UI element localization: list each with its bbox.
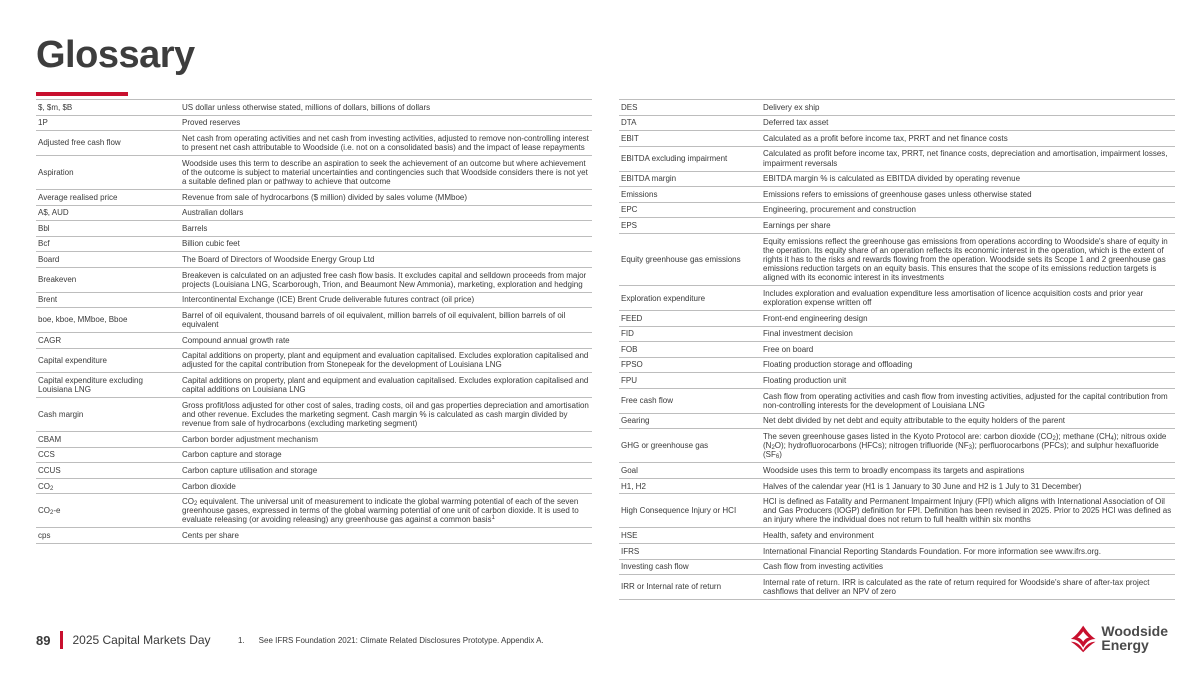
glossary-definition: Free on board bbox=[761, 342, 1175, 358]
glossary-definition: Calculated as profit before income tax, PRRT, net finance costs, depreciation and amortisation, impairment losses, impairment reversals bbox=[761, 146, 1175, 171]
glossary-definition: Gross profit/loss adjusted for other cost of sales, trading costs, oil and gas properties depreciation and amortisation and other revenue. Excludes the marketing segment. Cash margin % is calculated as cash margin divided by revenue from sale of hydrocarbons (excluding marketing segment) bbox=[180, 398, 592, 432]
footnote bbox=[238, 636, 544, 645]
glossary-definition: The seven greenhouse gases listed in the Kyoto Protocol are: carbon dioxide $(CO_2)$; methane $(CH_4)$; nitrous oxide $(N_2O)$; hydrofluorocarbons (HFCs); nitrogen trifluoride $(NF_3)$; perfluorocarbons (PFCs); and sulphur hexafluoride $(SF_6)$ bbox=[761, 429, 1175, 463]
glossary-term: Bbl bbox=[36, 221, 180, 237]
glossary-row bbox=[36, 398, 592, 432]
glossary-term: Gearing bbox=[619, 413, 761, 429]
glossary-term: CCS bbox=[36, 447, 180, 463]
glossary-row bbox=[36, 478, 592, 494]
glossary-definition: Cash flow from operating activities and cash flow from investing activities, adjusted for the capital contribution from non-controlling interests for the development of Louisiana LNG bbox=[761, 388, 1175, 413]
glossary-term: GHG or greenhouse gas bbox=[619, 429, 761, 463]
glossary-definition: Breakeven is calculated on an adjusted free cash flow basis. It excludes capital and selldown proceeds from major projects (Louisiana LNG, Scarborough, Trion, and Beaumont New Ammonia), marketing, exploration and hedging bbox=[180, 267, 592, 292]
glossary-term: FEED bbox=[619, 311, 761, 327]
glossary-row bbox=[36, 155, 592, 189]
glossary-definition: Australian dollars bbox=[180, 205, 592, 221]
glossary-term: Average realised price bbox=[36, 189, 180, 205]
glossary-term: FPSO bbox=[619, 357, 761, 373]
glossary-term: High Consequence Injury or HCI bbox=[619, 494, 761, 528]
page-title: Glossary bbox=[36, 34, 195, 76]
glossary-row bbox=[619, 218, 1175, 234]
glossary-row bbox=[36, 447, 592, 463]
glossary-row bbox=[36, 236, 592, 252]
glossary-row bbox=[619, 342, 1175, 358]
glossary-term: Goal bbox=[619, 463, 761, 479]
glossary-definition: The Board of Directors of Woodside Energy Group Ltd bbox=[180, 252, 592, 268]
glossary-definition: Capital additions on property, plant and equipment and evaluation capitalised. Excludes exploration capitalised and capital additions on Louisiana LNG bbox=[180, 373, 592, 398]
glossary-row bbox=[36, 252, 592, 268]
glossary-term: DTA bbox=[619, 115, 761, 131]
glossary-row bbox=[36, 494, 592, 528]
glossary-row bbox=[36, 267, 592, 292]
footer bbox=[36, 630, 211, 650]
glossary-definition: Revenue from sale of hydrocarbons ($ million) divided by sales volume (MMboe) bbox=[180, 189, 592, 205]
glossary-definition: HCI is defined as Fatality and Permanent Impairment Injury (FPI) which aligns with International Association of Oil and Gas Producers (IOGP) definition for FPI. Definition has been revised in 2025. Prior to 2025 HCI was defined as an injury where the individual does not return to full health within six months bbox=[761, 494, 1175, 528]
glossary-row bbox=[619, 171, 1175, 187]
glossary-row bbox=[619, 311, 1175, 327]
glossary-term: EBITDA margin bbox=[619, 171, 761, 187]
glossary-row bbox=[619, 146, 1175, 171]
glossary-row bbox=[36, 463, 592, 479]
glossary-term: HSE bbox=[619, 528, 761, 544]
glossary-row bbox=[619, 543, 1175, 559]
glossary-definition: Calculated as a profit before income tax, PRRT and net finance costs bbox=[761, 131, 1175, 147]
glossary-definition: Woodside uses this term to broadly encompass its targets and aspirations bbox=[761, 463, 1175, 479]
glossary-term: CCUS bbox=[36, 463, 180, 479]
glossary-definition: Capital additions on property, plant and equipment and evaluation capitalised. Excludes exploration capitalised and adjusted for the capital contribution from Stonepeak for the development of Louisiana LNG bbox=[180, 348, 592, 373]
glossary-term: boe, kboe, MMboe, Bboe bbox=[36, 308, 180, 333]
glossary-row bbox=[36, 308, 592, 333]
glossary-definition: Floating production unit bbox=[761, 373, 1175, 389]
glossary-term: FPU bbox=[619, 373, 761, 389]
glossary-term: IFRS bbox=[619, 543, 761, 559]
glossary-term: Brent bbox=[36, 292, 180, 308]
footer-divider bbox=[60, 631, 63, 649]
glossary-term: Exploration expenditure bbox=[619, 286, 761, 311]
glossary-term: Bcf bbox=[36, 236, 180, 252]
glossary-row bbox=[36, 131, 592, 156]
glossary-row bbox=[619, 528, 1175, 544]
glossary-definition: Includes exploration and evaluation expenditure less amortisation of licence acquisition costs and prior year exploration expense written off bbox=[761, 286, 1175, 311]
glossary-row bbox=[36, 205, 592, 221]
glossary-term: DES bbox=[619, 100, 761, 116]
glossary-definition: Deferred tax asset bbox=[761, 115, 1175, 131]
glossary-term: $, $m, $B bbox=[36, 100, 180, 116]
glossary-definition: Floating production storage and offloading bbox=[761, 357, 1175, 373]
glossary-row bbox=[619, 100, 1175, 116]
glossary-row bbox=[619, 494, 1175, 528]
glossary-definition: Delivery ex ship bbox=[761, 100, 1175, 116]
glossary-term: Cash margin bbox=[36, 398, 180, 432]
glossary-definition: Carbon capture and storage bbox=[180, 447, 592, 463]
glossary-row bbox=[36, 100, 592, 116]
glossary-definition: Cents per share bbox=[180, 528, 592, 544]
logo-line-2: Energy bbox=[1101, 637, 1149, 653]
glossary-definition: International Financial Reporting Standards Foundation. For more information see www.ifrs.org. bbox=[761, 543, 1175, 559]
glossary-row bbox=[619, 202, 1175, 218]
glossary-term: Adjusted free cash flow bbox=[36, 131, 180, 156]
glossary-term: Investing cash flow bbox=[619, 559, 761, 575]
footnote-number: 1. bbox=[238, 636, 245, 645]
glossary-left-column bbox=[36, 99, 592, 544]
glossary-term: Aspiration bbox=[36, 155, 180, 189]
glossary-definition: Carbon dioxide bbox=[180, 478, 592, 494]
glossary-term: IRR or Internal rate of return bbox=[619, 575, 761, 600]
glossary-row bbox=[36, 373, 592, 398]
glossary-term: H1, H2 bbox=[619, 478, 761, 494]
glossary-term: CAGR bbox=[36, 332, 180, 348]
footnote-text: See IFRS Foundation 2021: Climate Related Disclosures Prototype. Appendix A. bbox=[258, 636, 544, 645]
glossary-row bbox=[36, 189, 592, 205]
logo-line-1: Woodside bbox=[1101, 623, 1168, 639]
woodside-logo bbox=[1068, 620, 1168, 656]
glossary-row bbox=[619, 478, 1175, 494]
glossary-row bbox=[36, 348, 592, 373]
glossary-definition: Intercontinental Exchange (ICE) Brent Crude deliverable futures contract (oil price) bbox=[180, 292, 592, 308]
glossary-term: FOB bbox=[619, 342, 761, 358]
glossary-row bbox=[36, 115, 592, 131]
glossary-row bbox=[36, 221, 592, 237]
glossary-term: EPS bbox=[619, 218, 761, 234]
glossary-row bbox=[619, 575, 1175, 600]
glossary-definition: $CO_2$ equivalent. The universal unit of measurement to indicate the global warming potential of each of the seven greenhouse gases, expressed in terms of the global warming potential of one unit of carbon dioxide. It is used to evaluate releasing (or avoiding releasing) any greenhouse gas against a common basis$^1$ bbox=[180, 494, 592, 528]
glossary-row bbox=[619, 115, 1175, 131]
glossary-row bbox=[36, 528, 592, 544]
glossary-table-right bbox=[619, 99, 1175, 600]
glossary-term: Breakeven bbox=[36, 267, 180, 292]
glossary-term: 1P bbox=[36, 115, 180, 131]
glossary-definition: Final investment decision bbox=[761, 326, 1175, 342]
glossary-term: cps bbox=[36, 528, 180, 544]
glossary-definition: Barrel of oil equivalent, thousand barrels of oil equivalent, million barrels of oil equivalent, billion barrels of oil equivalent bbox=[180, 308, 592, 333]
glossary-row bbox=[619, 388, 1175, 413]
glossary-definition: Front-end engineering design bbox=[761, 311, 1175, 327]
glossary-definition: Compound annual growth rate bbox=[180, 332, 592, 348]
woodside-logo-icon bbox=[1068, 622, 1098, 654]
glossary-definition: Health, safety and environment bbox=[761, 528, 1175, 544]
glossary-row bbox=[36, 432, 592, 448]
glossary-definition: Barrels bbox=[180, 221, 592, 237]
glossary-term: $CO_2-e$ bbox=[36, 494, 180, 528]
glossary-definition: Woodside uses this term to describe an aspiration to seek the achievement of an outcome but where achievement of the outcome is subject to material uncertainties and contingencies such that Woodside considers there is not yet a suitable defined plan or pathway to achieve that outcome bbox=[180, 155, 592, 189]
glossary-row bbox=[619, 413, 1175, 429]
glossary-term: A$, AUD bbox=[36, 205, 180, 221]
glossary-definition: EBITDA margin % is calculated as EBITDA divided by operating revenue bbox=[761, 171, 1175, 187]
glossary-term: CBAM bbox=[36, 432, 180, 448]
glossary-definition: Net debt divided by net debt and equity attributable to the equity holders of the parent bbox=[761, 413, 1175, 429]
page-number: 89 bbox=[36, 632, 51, 648]
glossary-definition: Halves of the calendar year (H1 is 1 January to 30 June and H2 is 1 July to 31 December) bbox=[761, 478, 1175, 494]
glossary-row bbox=[36, 332, 592, 348]
glossary-row bbox=[619, 357, 1175, 373]
glossary-definition: Internal rate of return. IRR is calculated as the rate of return required for Woodside's share of after-tax project cashflows that deliver an NPV of zero bbox=[761, 575, 1175, 600]
glossary-term: EBITDA excluding impairment bbox=[619, 146, 761, 171]
glossary-row bbox=[36, 292, 592, 308]
title-accent-bar bbox=[36, 92, 128, 96]
glossary-definition: Carbon border adjustment mechanism bbox=[180, 432, 592, 448]
glossary-definition: Earnings per share bbox=[761, 218, 1175, 234]
glossary-row bbox=[619, 187, 1175, 203]
glossary-term: EBIT bbox=[619, 131, 761, 147]
glossary-row bbox=[619, 326, 1175, 342]
glossary-definition: Proved reserves bbox=[180, 115, 592, 131]
glossary-definition: Carbon capture utilisation and storage bbox=[180, 463, 592, 479]
glossary-definition: Cash flow from investing activities bbox=[761, 559, 1175, 575]
glossary-definition: Engineering, procurement and construction bbox=[761, 202, 1175, 218]
glossary-term: Emissions bbox=[619, 187, 761, 203]
glossary-definition: Equity emissions reflect the greenhouse gas emissions from operations according to Woodside's share of equity in the operation. Its equity share of an operation reflects its economic interest in the operation, which is the extent of rights it has to the risks and rewards flowing from the operation. Woodside sets its Scope 1 and 2 greenhouse gas emissions reduction targets on an equity basis. This ensures that the scope of its emissions reduction targets is aligned with its economic interest in its investments bbox=[761, 233, 1175, 285]
glossary-definition: US dollar unless otherwise stated, millions of dollars, billions of dollars bbox=[180, 100, 592, 116]
glossary-row bbox=[619, 429, 1175, 463]
glossary-term: EPC bbox=[619, 202, 761, 218]
glossary-term: Capital expenditure excluding Louisiana LNG bbox=[36, 373, 180, 398]
glossary-definition: Emissions refers to emissions of greenhouse gases unless otherwise stated bbox=[761, 187, 1175, 203]
glossary-row bbox=[619, 233, 1175, 285]
glossary-row bbox=[619, 131, 1175, 147]
glossary-table-left bbox=[36, 99, 592, 544]
glossary-definition: Net cash from operating activities and net cash from investing activities, adjusted to remove non-controlling interest to present net cash attributable to Woodside (i.e. not on a consolidated basis) and the impact of lease repayments bbox=[180, 131, 592, 156]
glossary-term: FID bbox=[619, 326, 761, 342]
glossary-row bbox=[619, 373, 1175, 389]
glossary-term: $CO_2$ bbox=[36, 478, 180, 494]
glossary-term: Free cash flow bbox=[619, 388, 761, 413]
glossary-term: Equity greenhouse gas emissions bbox=[619, 233, 761, 285]
glossary-row bbox=[619, 559, 1175, 575]
glossary-definition: Billion cubic feet bbox=[180, 236, 592, 252]
glossary-term: Capital expenditure bbox=[36, 348, 180, 373]
glossary-right-column bbox=[619, 99, 1175, 600]
glossary-term: Board bbox=[36, 252, 180, 268]
glossary-row bbox=[619, 286, 1175, 311]
event-name: 2025 Capital Markets Day bbox=[72, 633, 211, 647]
glossary-row bbox=[619, 463, 1175, 479]
